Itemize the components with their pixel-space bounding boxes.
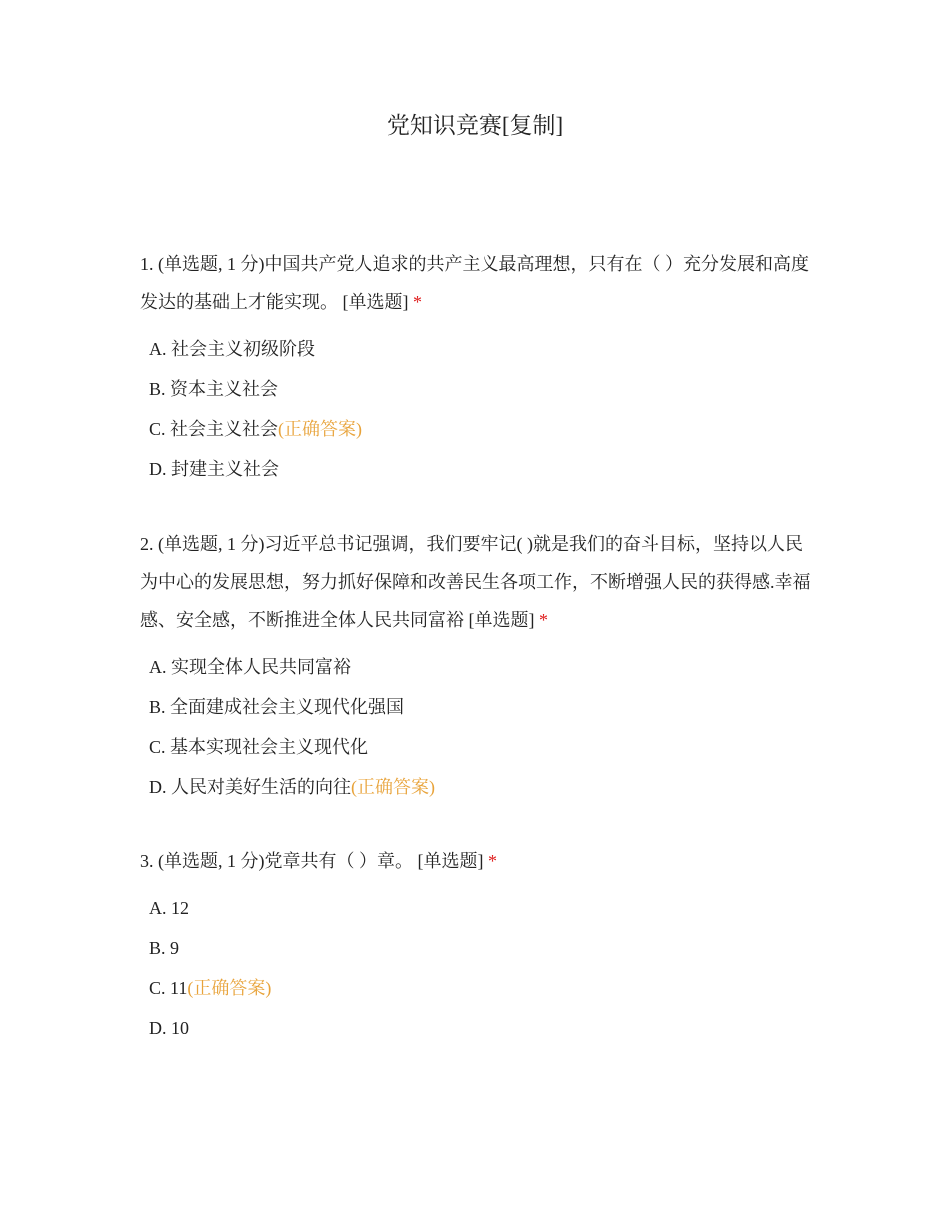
option-label: C. 11 xyxy=(149,978,188,998)
required-mark: * xyxy=(487,851,497,871)
option-d[interactable] xyxy=(149,767,820,807)
option-b[interactable] xyxy=(149,687,820,727)
question-2-text: 2. (单选题, 1 分)习近平总书记强调，我们要牢记( )就是我们的奋斗目标，坚持以人民为中心的发展思想，努力抓好保障和改善民生各项工作，不断增强人民的获得感.幸福感、安全感，不断推进全体人民共同富裕 [单选题] xyxy=(140,534,811,630)
question-1-text: 1. (单选题, 1 分)中国共产党人追求的共产主义最高理想，只有在（ ）充分发展和高度发达的基础上才能实现。 [单选题] xyxy=(140,254,809,312)
option-b[interactable] xyxy=(149,369,820,409)
option-label: A. 12 xyxy=(149,898,189,918)
option-d[interactable] xyxy=(149,1008,820,1048)
question-3-text: 3. (单选题, 1 分)党章共有（ ）章。 [单选题] xyxy=(140,851,484,871)
page-title: 党知识竞赛[复制] xyxy=(386,113,564,138)
option-list xyxy=(140,888,820,1048)
option-c[interactable] xyxy=(149,968,820,1008)
option-list xyxy=(140,647,820,807)
option-label: B. 全面建成社会主义现代化强国 xyxy=(149,697,405,717)
correct-answer-label: (正确答案) xyxy=(351,777,435,797)
correct-answer-label: (正确答案) xyxy=(187,978,272,998)
option-b[interactable] xyxy=(149,928,820,968)
option-label: B. 资本主义社会 xyxy=(149,379,279,399)
required-mark: * xyxy=(539,610,548,630)
question-text xyxy=(140,525,820,639)
option-label: D. 10 xyxy=(149,1018,189,1038)
option-a[interactable] xyxy=(149,329,820,369)
option-a[interactable] xyxy=(149,888,820,928)
required-mark: * xyxy=(413,292,422,312)
option-c[interactable] xyxy=(149,727,820,767)
question-2 xyxy=(140,525,820,807)
option-a[interactable] xyxy=(149,647,820,687)
option-label: C. 社会主义社会 xyxy=(149,419,279,439)
question-text xyxy=(140,245,820,321)
option-d[interactable] xyxy=(149,449,820,489)
option-label: A. 社会主义初级阶段 xyxy=(149,339,315,359)
option-label: C. 基本实现社会主义现代化 xyxy=(149,737,369,757)
question-3 xyxy=(140,842,820,1048)
correct-answer-label: (正确答案) xyxy=(278,419,363,439)
option-label: D. 封建主义社会 xyxy=(149,459,279,479)
question-text xyxy=(140,842,820,880)
option-list xyxy=(140,329,820,489)
option-c[interactable] xyxy=(149,409,820,449)
option-label: A. 实现全体人民共同富裕 xyxy=(149,657,351,677)
option-label: D. 人民对美好生活的向往 xyxy=(149,777,351,797)
option-label: B. 9 xyxy=(149,938,180,958)
question-1 xyxy=(140,245,820,489)
